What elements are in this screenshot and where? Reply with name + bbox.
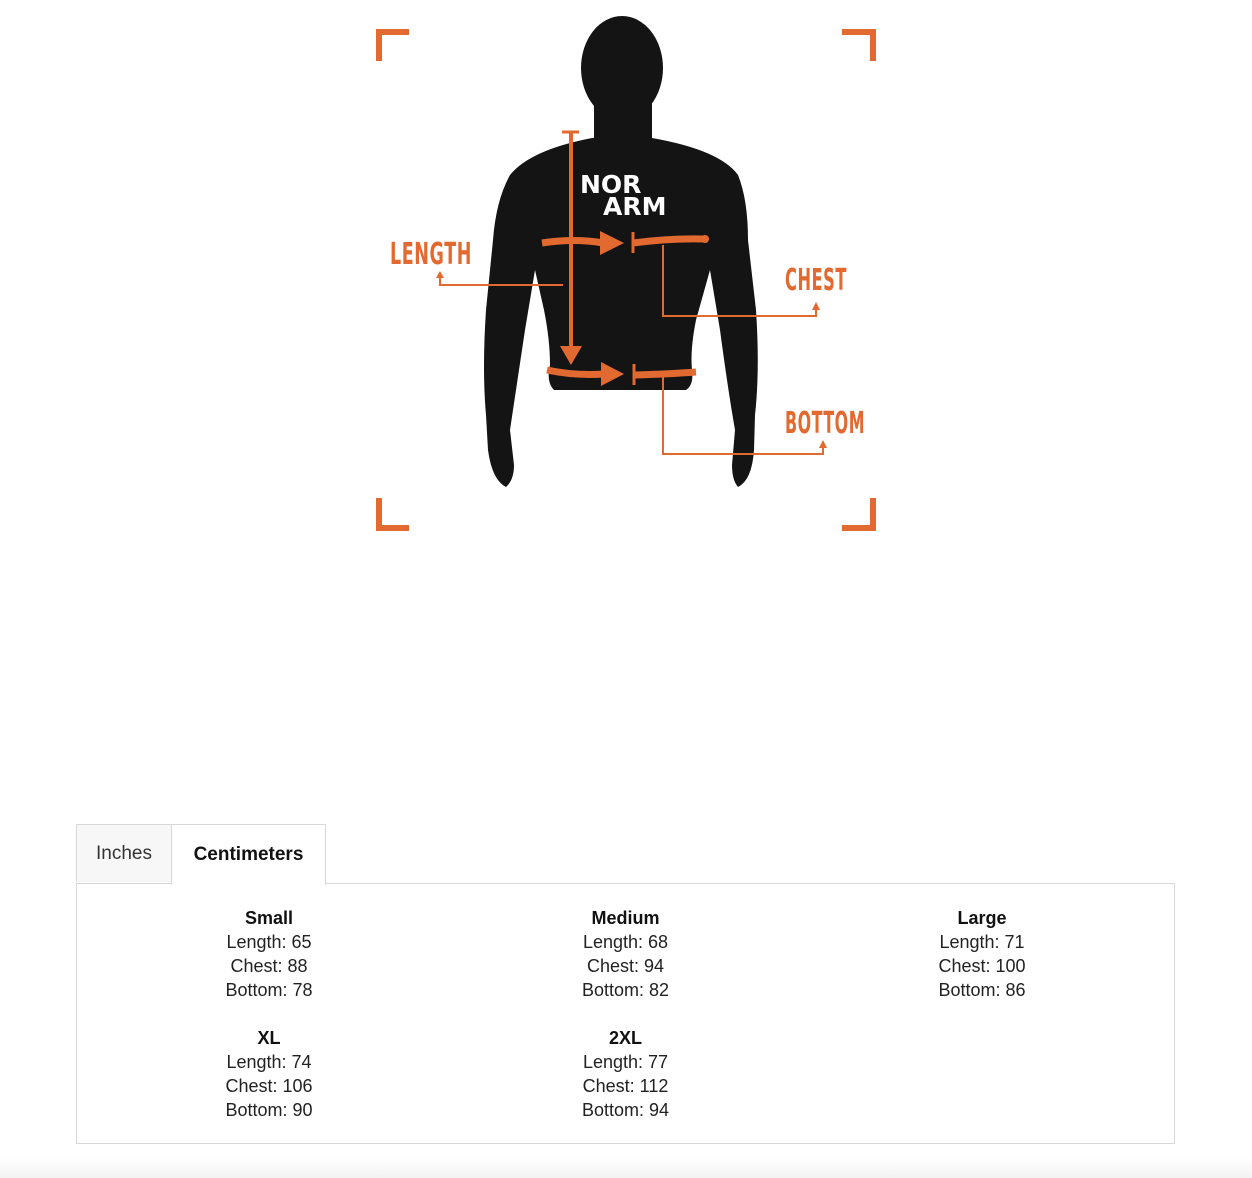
size-2xl bbox=[461, 1026, 790, 1122]
page-footer-edge bbox=[0, 1158, 1252, 1178]
size-length: Length: 74 bbox=[226, 1052, 312, 1072]
size-name: Small bbox=[244, 908, 294, 928]
size-length: Length: 77 bbox=[582, 1052, 669, 1072]
size-large bbox=[790, 906, 1174, 1002]
tab-centimeters[interactable]: Centimeters bbox=[171, 824, 326, 885]
size-chest: Chest: 88 bbox=[230, 956, 308, 976]
corner-top-left bbox=[379, 32, 409, 61]
size-name: XL bbox=[257, 1028, 281, 1048]
size-chest: Chest: 94 bbox=[586, 956, 665, 976]
size-chart-panel bbox=[76, 883, 1175, 1144]
unit-tabs bbox=[76, 824, 326, 884]
size-length: Length: 65 bbox=[226, 932, 312, 952]
size-chest: Chest: 112 bbox=[582, 1076, 669, 1096]
corner-top-right bbox=[842, 32, 873, 61]
size-small bbox=[77, 906, 461, 1002]
size-grid bbox=[77, 906, 1174, 1122]
length-label: LENGTH bbox=[390, 237, 472, 272]
chest-label: CHEST bbox=[785, 263, 847, 298]
size-name: Large bbox=[957, 908, 1007, 928]
size-bottom: Bottom: 90 bbox=[225, 1100, 313, 1120]
tab-inches[interactable]: Inches bbox=[76, 824, 172, 882]
size-bottom: Bottom: 86 bbox=[938, 980, 1026, 1000]
size-length: Length: 68 bbox=[582, 932, 669, 952]
silhouette bbox=[484, 16, 758, 487]
size-bottom: Bottom: 94 bbox=[581, 1100, 670, 1120]
brand-logo-line1: NOR bbox=[580, 170, 642, 199]
size-bottom: Bottom: 82 bbox=[581, 980, 670, 1000]
body-silhouette-diagram bbox=[360, 10, 890, 545]
size-bottom: Bottom: 78 bbox=[225, 980, 313, 1000]
corner-bottom-left bbox=[379, 498, 409, 528]
size-name: 2XL bbox=[608, 1028, 642, 1048]
size-xl bbox=[77, 1026, 461, 1122]
brand-logo-line2: ARM bbox=[603, 192, 667, 221]
corner-bottom-right bbox=[842, 498, 873, 528]
measurement-diagram bbox=[360, 10, 890, 545]
size-chest: Chest: 106 bbox=[225, 1076, 313, 1096]
size-chest: Chest: 100 bbox=[938, 956, 1026, 976]
bottom-label: BOTTOM bbox=[785, 406, 865, 441]
size-length: Length: 71 bbox=[939, 932, 1025, 952]
size-name: Medium bbox=[591, 908, 660, 928]
size-medium bbox=[461, 906, 790, 1002]
